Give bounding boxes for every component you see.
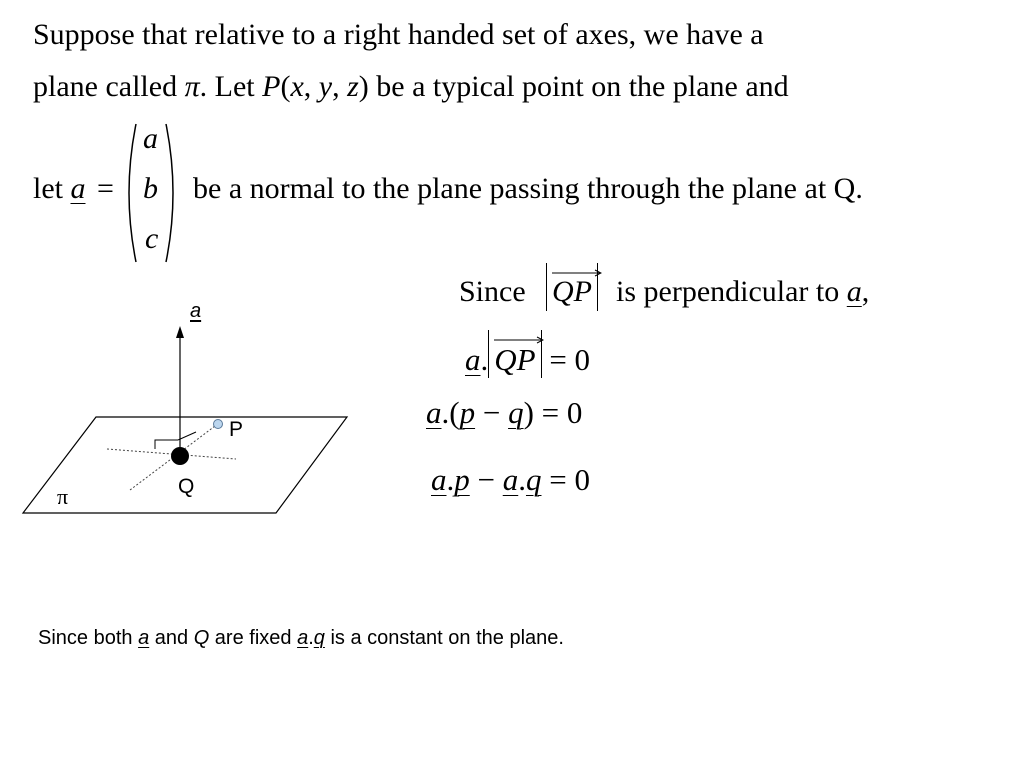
footer-a: a [138, 627, 150, 649]
footer-aq-dot: . [308, 627, 314, 649]
eq2-a: a [426, 395, 442, 430]
eq2-q: q [508, 395, 524, 430]
perp-phrase: is perpendicular to [616, 275, 840, 308]
normal-label-a: a [190, 300, 202, 322]
line-2-let: . Let [199, 70, 263, 103]
coord-z: z [347, 70, 359, 103]
eq1-a: a [465, 342, 481, 377]
paragraph-line-2: plane called π. Let P(x, y, z) be a typical point on the plane and [33, 70, 789, 103]
eq3-p: p [454, 462, 470, 497]
line-2-suffix: be a typical point on the plane and [368, 70, 789, 103]
footer-fixed: are fixed [209, 627, 298, 649]
line-2-prefix: plane called [33, 70, 185, 103]
let-word: let [33, 172, 71, 205]
footer-aq-a: a [297, 627, 309, 649]
qp-symbol: QP [552, 275, 592, 308]
plane-label-pi: π [57, 484, 69, 509]
eq3-a1: a [431, 462, 447, 497]
eq3-rhs: = 0 [549, 462, 590, 497]
since-word: Since [459, 275, 526, 308]
footer-sentence [38, 627, 564, 650]
coord-x: x [290, 70, 304, 103]
eq2-close: ) [523, 395, 534, 430]
perp-comma: , [861, 275, 870, 308]
coord-y: y [318, 70, 333, 103]
equals-sign: = [97, 172, 114, 205]
eq3-minus: − [477, 462, 495, 497]
eq2-minus: − [482, 395, 501, 430]
line-1-text: Suppose that relative to a right handed set of axes, we have a [33, 18, 764, 51]
eq1-dot: . [480, 342, 489, 377]
pi-symbol: π [184, 70, 200, 103]
matrix-entry-b: b [143, 172, 158, 205]
line-3-text: be a normal to the plane passing through the plane at Q. [193, 172, 863, 205]
point-q-label: Q [178, 475, 195, 498]
eq3-q: q [525, 462, 542, 497]
eq3-a2: a [502, 462, 519, 497]
footer-pre: Since both [38, 627, 139, 649]
point-p-symbol: P [262, 70, 281, 103]
point-q-dot [171, 447, 189, 465]
normal-vector-a: a [70, 172, 86, 205]
normal-arrow-head-icon [176, 326, 184, 338]
footer-q: Q [193, 627, 210, 649]
footer-post: is a constant on the plane. [324, 627, 564, 649]
footer-and: and [149, 627, 194, 649]
eq3-dot2: . [518, 462, 526, 497]
eq2-p: p [459, 395, 476, 430]
eq3-dot1: . [446, 462, 455, 497]
eq2-open: .( [441, 395, 460, 430]
footer-aq-q: q [313, 627, 325, 649]
matrix-entry-c: c [145, 222, 159, 255]
eq1-qp: QP [494, 342, 536, 377]
point-p-dot [214, 420, 223, 429]
eq1-rhs: = 0 [549, 342, 591, 377]
point-p-label: P [229, 418, 244, 441]
matrix-entry-a: a [143, 122, 158, 155]
eq2-rhs: = 0 [541, 395, 583, 430]
perp-vector-a: a [846, 275, 862, 308]
